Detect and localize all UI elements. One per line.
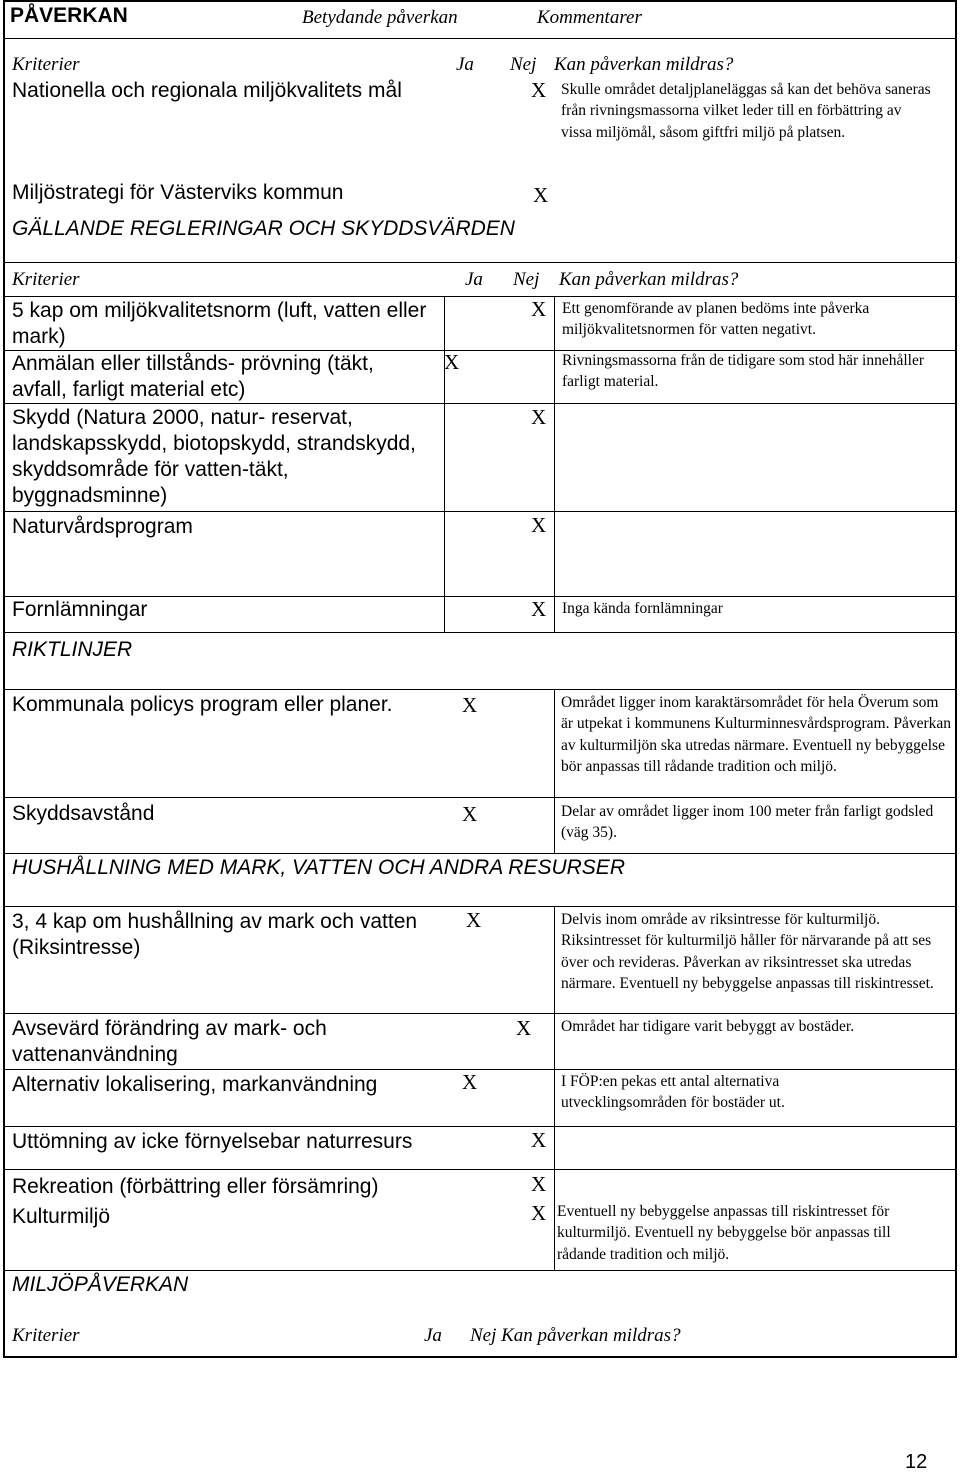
column-header-kan-mildras: Kan påverkan mildras? [554, 54, 734, 75]
criterion-label: Skyddsavstånd [12, 802, 155, 825]
divider [3, 38, 957, 39]
comment-text: Delar av området ligger inom 100 meter från farligt godsled (väg 35). [561, 803, 934, 842]
nej-mark: X [531, 597, 547, 621]
divider [3, 1126, 957, 1127]
page-number: 12 [905, 1451, 928, 1473]
column-header-nej: Nej [510, 54, 537, 75]
comment-text: Skulle området detaljplaneläggas så kan det behöva saneras från rivningsmassorna vilket leder till en förbättring av vissa miljömål, såsom giftfri miljö på platsen. [561, 81, 931, 141]
nej-mark: X [531, 297, 547, 321]
column-header-ja: Ja [424, 1325, 442, 1346]
comment-text: Ett genomförande av planen bedöms inte påverka miljökvalitetsnormen för vatten negativt. [562, 300, 870, 339]
comment-text: Området ligger inom karaktärsområdet för hela Överum som är utpekat i kommunens Kulturminnesvårdsprogram. Påverkan av kulturmiljön ska utredas närmare. Eventuell ny bebyggelse bör anpassas till rådande tradition och miljö. [561, 694, 951, 775]
criterion-label: Fornlämningar [12, 598, 148, 621]
column-divider [444, 296, 445, 596]
column-header-ja: Ja [465, 269, 483, 290]
ja-mark: X [466, 908, 482, 932]
nej-mark: X [531, 513, 547, 537]
column-divider [444, 596, 445, 632]
column-header-kriterier: Kriterier [12, 269, 80, 290]
ja-mark: X [462, 693, 478, 717]
divider [3, 853, 957, 854]
section-heading: MILJÖPÅVERKAN [12, 1273, 189, 1296]
criterion-label: Skydd (Natura 2000, natur- reservat, landskapsskydd, biotopskydd, strandskydd, skyddsområde för vatten-täkt, byggnadsminne) [12, 406, 416, 507]
divider [3, 1069, 957, 1070]
column-header-nej-kan: Nej Kan påverkan mildras? [470, 1325, 681, 1346]
divider [3, 906, 957, 907]
nej-mark: X [531, 1172, 547, 1196]
comment-text: Eventuell ny bebyggelse anpassas till riskintresset för kulturmiljö. Eventuell ny bebyggelse bör anpassas till rådande tradition och miljö. [557, 1203, 891, 1263]
criterion-label: Alternativ lokalisering, markanvändning [12, 1073, 378, 1096]
column-header-ja: Ja [456, 54, 474, 75]
divider [3, 511, 957, 512]
divider [3, 689, 957, 690]
divider [3, 1013, 957, 1014]
criterion-label: Uttömning av icke förnyelsebar naturresurs [12, 1130, 413, 1153]
criterion-label: Rekreation (förbättring eller försämring) [12, 1175, 379, 1198]
criterion-label: Kommunala policys program eller planer. [12, 693, 393, 716]
nej-mark: X [531, 405, 547, 429]
comment-text: Rivningsmassorna från de tidigare som stod här innehåller farligt material. [562, 352, 925, 391]
divider [3, 632, 957, 633]
ja-mark: X [462, 1070, 478, 1094]
column-divider [554, 906, 555, 1270]
criterion-label: Miljöstrategi för Västerviks kommun [12, 181, 344, 204]
ja-mark: X [444, 350, 460, 374]
nej-mark: X [531, 78, 547, 102]
section-heading: GÄLLANDE REGLERINGAR OCH SKYDDSVÄRDEN [12, 217, 515, 240]
divider [3, 403, 957, 404]
divider [3, 296, 957, 297]
divider [3, 1169, 957, 1170]
criterion-label: Kulturmiljö [12, 1205, 111, 1228]
column-divider [554, 596, 555, 632]
criterion-label: Anmälan eller tillstånds- prövning (täkt, avfall, farligt material etc) [12, 352, 374, 401]
section-heading: RIKTLINJER [12, 638, 133, 661]
divider [3, 262, 957, 263]
divider [3, 1270, 957, 1271]
column-header-betydande: Betydande påverkan [302, 7, 458, 28]
comment-text: I FÖP:en pekas ett antal alternativa utvecklingsområden för bostäder ut. [561, 1073, 785, 1112]
comment-text: Området har tidigare varit bebyggt av bostäder. [561, 1018, 855, 1035]
section-heading: HUSHÅLLNING MED MARK, VATTEN OCH ANDRA RESURSER [12, 856, 625, 879]
divider [3, 797, 957, 798]
nej-mark: X [531, 1201, 547, 1225]
criterion-label: Naturvårdsprogram [12, 515, 193, 538]
column-header-nej: Nej [513, 269, 540, 290]
nej-mark: X [531, 1128, 547, 1152]
nej-mark: X [533, 183, 549, 207]
column-divider [554, 296, 555, 596]
column-header-kommentarer: Kommentarer [537, 7, 642, 28]
comment-text: Inga kända fornlämningar [562, 600, 723, 617]
column-header-kan-mildras: Kan påverkan mildras? [559, 269, 739, 290]
column-header-kriterier: Kriterier [12, 54, 80, 75]
page-title: PÅVERKAN [10, 4, 128, 27]
column-header-kriterier: Kriterier [12, 1325, 80, 1346]
nej-mark: X [516, 1016, 532, 1040]
criterion-label: Avsevärd förändring av mark- och vattenanvändning [12, 1017, 327, 1066]
comment-text: Delvis inom område av riksintresse för kulturmiljö. Riksintresset för kulturmiljö håller för närvarande på att ses över och revideras. Påverkan av riksintresset ska utredas närmare. Eventuell ny bebyggelse anpassas till riskintresset. [561, 911, 934, 992]
ja-mark: X [462, 802, 478, 826]
column-divider [554, 689, 555, 853]
criterion-label: 3, 4 kap om hushållning av mark och vatten (Riksintresse) [12, 910, 418, 959]
criterion-label: Nationella och regionala miljökvalitets mål [12, 79, 402, 102]
criterion-label: 5 kap om miljökvalitetsnorm (luft, vatten eller mark) [12, 299, 427, 348]
